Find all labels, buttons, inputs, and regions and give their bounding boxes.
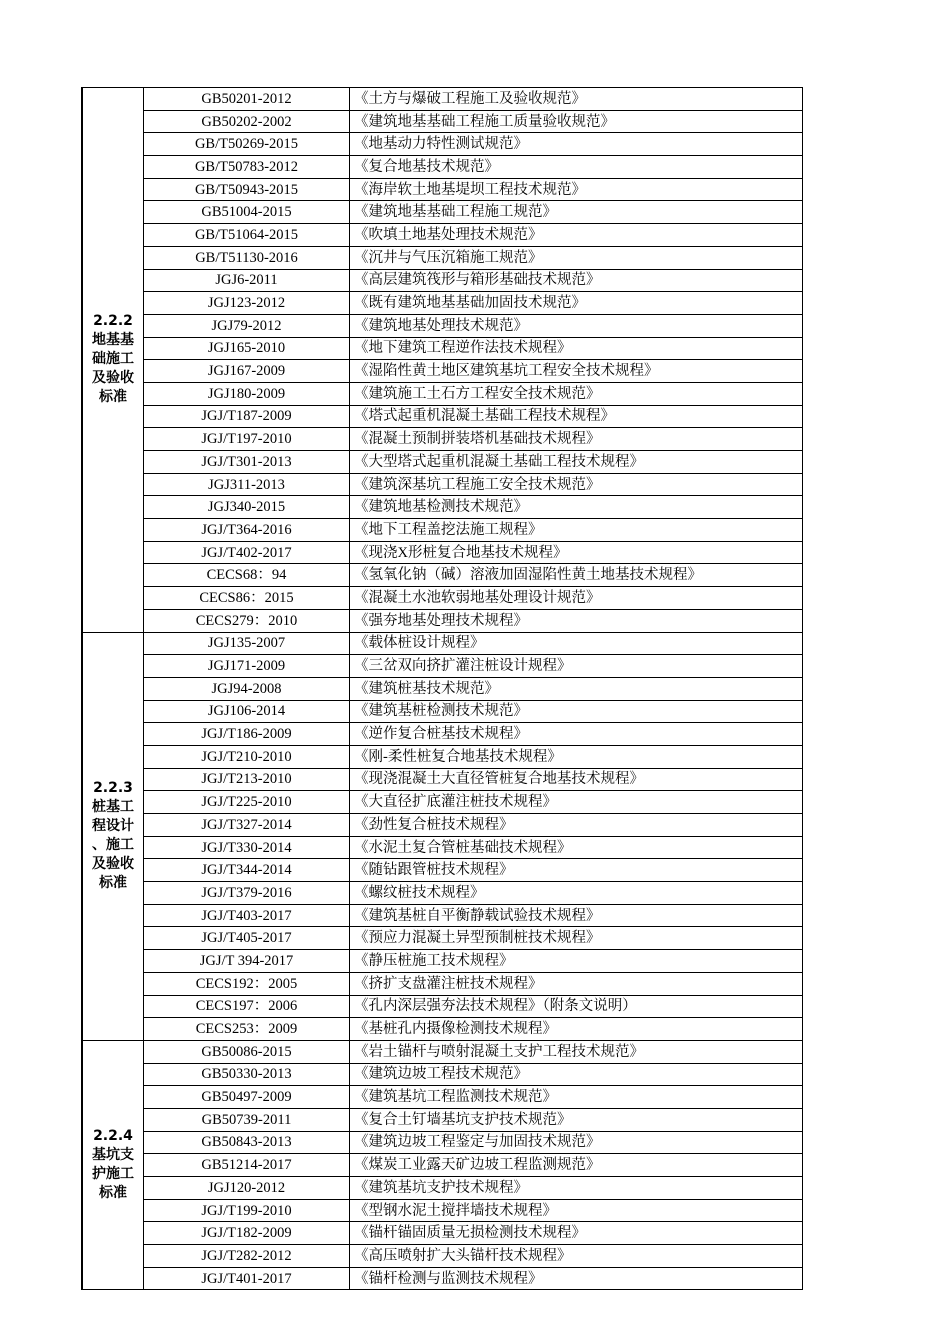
standard-row xyxy=(82,451,803,474)
standard-row xyxy=(82,632,803,655)
standard-title: 《螺纹桩技术规程》 xyxy=(350,882,803,905)
standard-row xyxy=(82,360,803,383)
standard-title: 《高压喷射扩大头锚杆技术规程》 xyxy=(350,1245,803,1268)
standard-code: GB51214-2017 xyxy=(144,1154,350,1177)
standard-code: CECS279：2010 xyxy=(144,609,350,632)
standard-title: 《吹填土地基处理技术规范》 xyxy=(350,224,803,247)
section-heading xyxy=(83,312,143,407)
section-heading-line: 地基基 xyxy=(92,332,134,349)
standard-title: 《煤炭工业露天矿边坡工程监测规范》 xyxy=(350,1154,803,1177)
standard-title: 《湿陷性黄土地区建筑基坑工程安全技术规程》 xyxy=(350,360,803,383)
standard-row xyxy=(82,337,803,360)
standard-code: JGJ/T401-2017 xyxy=(144,1267,350,1290)
standard-code: JGJ94-2008 xyxy=(144,677,350,700)
standard-row xyxy=(82,1245,803,1268)
standard-row xyxy=(82,836,803,859)
standard-row xyxy=(82,745,803,768)
standards-table xyxy=(81,87,803,1290)
standard-code: JGJ135-2007 xyxy=(144,632,350,655)
standard-title: 《大直径扩底灌注桩技术规程》 xyxy=(350,791,803,814)
standard-code: JGJ/T197-2010 xyxy=(144,428,350,451)
section-heading-line: 础施工 xyxy=(92,351,134,368)
section-heading-line: 及验收 xyxy=(92,370,134,387)
standard-row xyxy=(82,904,803,927)
standard-title: 《强夯地基处理技术规程》 xyxy=(350,609,803,632)
standard-code: JGJ/T301-2013 xyxy=(144,451,350,474)
standard-title: 《逆作复合桩基技术规程》 xyxy=(350,723,803,746)
standards-table-body xyxy=(82,88,803,1290)
standard-row xyxy=(82,859,803,882)
standard-title: 《静压桩施工技术规程》 xyxy=(350,950,803,973)
standard-code: JGJ171-2009 xyxy=(144,655,350,678)
standard-code: JGJ/T327-2014 xyxy=(144,814,350,837)
standard-row xyxy=(82,700,803,723)
standard-row xyxy=(82,1177,803,1200)
standard-code: JGJ/T403-2017 xyxy=(144,904,350,927)
standard-title: 《既有建筑地基基础加固技术规范》 xyxy=(350,292,803,315)
standard-row xyxy=(82,609,803,632)
section-heading-cell xyxy=(82,88,144,633)
standard-code: JGJ106-2014 xyxy=(144,700,350,723)
standard-code: JGJ/T199-2010 xyxy=(144,1199,350,1222)
standard-code: GB/T51130-2016 xyxy=(144,246,350,269)
standard-row xyxy=(82,541,803,564)
standard-row xyxy=(82,723,803,746)
standard-code: JGJ311-2013 xyxy=(144,473,350,496)
standard-row xyxy=(82,587,803,610)
standards-sheet xyxy=(81,87,803,1290)
standard-row xyxy=(82,473,803,496)
standard-code: JGJ/T210-2010 xyxy=(144,745,350,768)
standard-title: 《锚杆锚固质量无损检测技术规程》 xyxy=(350,1222,803,1245)
standard-code: JGJ/T344-2014 xyxy=(144,859,350,882)
standard-code: CECS197：2006 xyxy=(144,995,350,1018)
standard-title: 《岩土锚杆与喷射混凝土支护工程技术规范》 xyxy=(350,1040,803,1063)
standard-title: 《水泥土复合管桩基础技术规程》 xyxy=(350,836,803,859)
standard-code: JGJ/T 394-2017 xyxy=(144,950,350,973)
standard-code: JGJ/T379-2016 xyxy=(144,882,350,905)
section-heading-line: 基坑支 xyxy=(92,1147,134,1164)
standard-title: 《高层建筑筏形与箱形基础技术规范》 xyxy=(350,269,803,292)
standard-row xyxy=(82,995,803,1018)
standard-row xyxy=(82,1086,803,1109)
standard-title: 《复合土钉墙基坑支护技术规范》 xyxy=(350,1108,803,1131)
standard-code: GB50497-2009 xyxy=(144,1086,350,1109)
standard-row xyxy=(82,1131,803,1154)
standard-code: JGJ/T186-2009 xyxy=(144,723,350,746)
standard-code: GB50086-2015 xyxy=(144,1040,350,1063)
standard-row xyxy=(82,246,803,269)
standard-code: GB50739-2011 xyxy=(144,1108,350,1131)
standard-row xyxy=(82,655,803,678)
section-heading-line: 2.2.2 xyxy=(93,313,133,330)
standard-code: CECS68：94 xyxy=(144,564,350,587)
standard-title: 《建筑地基基础工程施工质量验收规范》 xyxy=(350,110,803,133)
standard-row xyxy=(82,405,803,428)
standard-code: JGJ/T225-2010 xyxy=(144,791,350,814)
standard-row xyxy=(82,224,803,247)
standard-code: CECS86：2015 xyxy=(144,587,350,610)
standard-title: 《大型塔式起重机混凝土基础工程技术规程》 xyxy=(350,451,803,474)
standard-title: 《建筑施工土石方工程安全技术规范》 xyxy=(350,382,803,405)
standard-title: 《建筑边坡工程鉴定与加固技术规范》 xyxy=(350,1131,803,1154)
standard-code: JGJ165-2010 xyxy=(144,337,350,360)
section-heading-line: 2.2.3 xyxy=(93,780,133,797)
standard-row xyxy=(82,382,803,405)
standard-row xyxy=(82,677,803,700)
standard-title: 《混凝土预制拼装塔机基础技术规程》 xyxy=(350,428,803,451)
standard-title: 《土方与爆破工程施工及验收规范》 xyxy=(350,88,803,111)
standard-title: 《建筑地基处理技术规范》 xyxy=(350,314,803,337)
standard-code: CECS192：2005 xyxy=(144,972,350,995)
section-heading-line: 及验收 xyxy=(92,856,134,873)
section-heading-line: 护施工 xyxy=(92,1166,134,1183)
standard-row xyxy=(82,1018,803,1041)
standard-row xyxy=(82,768,803,791)
standard-row xyxy=(82,133,803,156)
standard-code: JGJ123-2012 xyxy=(144,292,350,315)
standard-code: GB/T50943-2015 xyxy=(144,178,350,201)
standard-row xyxy=(82,428,803,451)
standard-row xyxy=(82,1222,803,1245)
standard-code: JGJ120-2012 xyxy=(144,1177,350,1200)
standard-title: 《塔式起重机混凝土基础工程技术规程》 xyxy=(350,405,803,428)
standard-title: 《现浇混凝土大直径管桩复合地基技术规程》 xyxy=(350,768,803,791)
standard-code: JGJ/T330-2014 xyxy=(144,836,350,859)
standard-row xyxy=(82,156,803,179)
standard-title: 《建筑桩基技术规范》 xyxy=(350,677,803,700)
standard-code: JGJ/T182-2009 xyxy=(144,1222,350,1245)
standard-row xyxy=(82,314,803,337)
standard-title: 《随钻跟管桩技术规程》 xyxy=(350,859,803,882)
section-heading-cell xyxy=(82,1040,144,1290)
standard-row xyxy=(82,1040,803,1063)
standard-code: GB/T50269-2015 xyxy=(144,133,350,156)
standard-title: 《地基动力特性测试规范》 xyxy=(350,133,803,156)
standard-row xyxy=(82,110,803,133)
standard-code: JGJ/T187-2009 xyxy=(144,405,350,428)
standard-title: 《现浇X形桩复合地基技术规程》 xyxy=(350,541,803,564)
section-heading-line: 、施工 xyxy=(92,837,134,854)
standard-code: GB50843-2013 xyxy=(144,1131,350,1154)
section-heading-line: 标准 xyxy=(99,389,127,406)
standard-title: 《建筑边坡工程技术规范》 xyxy=(350,1063,803,1086)
standard-code: JGJ167-2009 xyxy=(144,360,350,383)
standard-title: 《刚-柔性桩复合地基技术规程》 xyxy=(350,745,803,768)
standard-row xyxy=(82,791,803,814)
standard-code: GB51004-2015 xyxy=(144,201,350,224)
standard-title: 《基桩孔内摄像检测技术规程》 xyxy=(350,1018,803,1041)
standard-row xyxy=(82,292,803,315)
standard-title: 《建筑基坑支护技术规程》 xyxy=(350,1177,803,1200)
section-heading-line: 2.2.4 xyxy=(93,1128,133,1145)
section-heading xyxy=(83,779,143,893)
standard-row xyxy=(82,1267,803,1290)
standard-code: GB50330-2013 xyxy=(144,1063,350,1086)
section-heading-cell xyxy=(82,632,144,1040)
standard-row xyxy=(82,496,803,519)
standard-row xyxy=(82,564,803,587)
standard-code: GB50202-2002 xyxy=(144,110,350,133)
standard-code: GB/T50783-2012 xyxy=(144,156,350,179)
standard-title: 《建筑基桩检测技术规范》 xyxy=(350,700,803,723)
section-heading-line: 程设计 xyxy=(92,818,134,835)
standard-code: JGJ/T364-2016 xyxy=(144,519,350,542)
section-heading-line: 标准 xyxy=(99,1185,127,1202)
standard-row xyxy=(82,1108,803,1131)
standard-title: 《地下建筑工程逆作法技术规程》 xyxy=(350,337,803,360)
standard-title: 《载体桩设计规程》 xyxy=(350,632,803,655)
standard-code: JGJ340-2015 xyxy=(144,496,350,519)
standard-code: JGJ6-2011 xyxy=(144,269,350,292)
standard-title: 《建筑深基坑工程施工安全技术规范》 xyxy=(350,473,803,496)
standard-title: 《型钢水泥土搅拌墙技术规程》 xyxy=(350,1199,803,1222)
standard-row xyxy=(82,88,803,111)
standard-row xyxy=(82,1199,803,1222)
standard-title: 《建筑地基检测技术规范》 xyxy=(350,496,803,519)
standard-title: 《建筑地基基础工程施工规范》 xyxy=(350,201,803,224)
standard-row xyxy=(82,269,803,292)
standard-title: 《建筑基桩自平衡静载试验技术规程》 xyxy=(350,904,803,927)
standard-title: 《预应力混凝土异型预制桩技术规程》 xyxy=(350,927,803,950)
standard-row xyxy=(82,1154,803,1177)
standard-title: 《劲性复合桩技术规程》 xyxy=(350,814,803,837)
standard-title: 《沉井与气压沉箱施工规范》 xyxy=(350,246,803,269)
standard-code: JGJ180-2009 xyxy=(144,382,350,405)
standard-code: CECS253：2009 xyxy=(144,1018,350,1041)
section-heading-line: 桩基工 xyxy=(92,799,134,816)
standard-title: 《混凝土水池软弱地基处理设计规范》 xyxy=(350,587,803,610)
standard-row xyxy=(82,972,803,995)
standard-row xyxy=(82,950,803,973)
section-heading-line: 标准 xyxy=(99,875,127,892)
standard-row xyxy=(82,882,803,905)
standard-title: 《挤扩支盘灌注桩技术规程》 xyxy=(350,972,803,995)
standard-row xyxy=(82,178,803,201)
standard-code: GB50201-2012 xyxy=(144,88,350,111)
standard-row xyxy=(82,1063,803,1086)
standard-row xyxy=(82,519,803,542)
standard-row xyxy=(82,814,803,837)
standard-code: GB/T51064-2015 xyxy=(144,224,350,247)
standard-title: 《锚杆检测与监测技术规程》 xyxy=(350,1267,803,1290)
standard-title: 《复合地基技术规范》 xyxy=(350,156,803,179)
section-heading xyxy=(83,1127,143,1203)
standard-code: JGJ79-2012 xyxy=(144,314,350,337)
standard-title: 《地下工程盖挖法施工规程》 xyxy=(350,519,803,542)
standard-title: 《孔内深层强夯法技术规程》（附条文说明） xyxy=(350,995,803,1018)
standard-code: JGJ/T282-2012 xyxy=(144,1245,350,1268)
standard-code: JGJ/T402-2017 xyxy=(144,541,350,564)
standard-code: JGJ/T213-2010 xyxy=(144,768,350,791)
standard-title: 《三岔双向挤扩灌注桩设计规程》 xyxy=(350,655,803,678)
standard-title: 《氢氧化钠（碱）溶液加固湿陷性黄土地基技术规程》 xyxy=(350,564,803,587)
standard-row xyxy=(82,927,803,950)
standard-code: JGJ/T405-2017 xyxy=(144,927,350,950)
standard-row xyxy=(82,201,803,224)
standard-title: 《建筑基坑工程监测技术规范》 xyxy=(350,1086,803,1109)
standard-title: 《海岸软土地基堤坝工程技术规范》 xyxy=(350,178,803,201)
